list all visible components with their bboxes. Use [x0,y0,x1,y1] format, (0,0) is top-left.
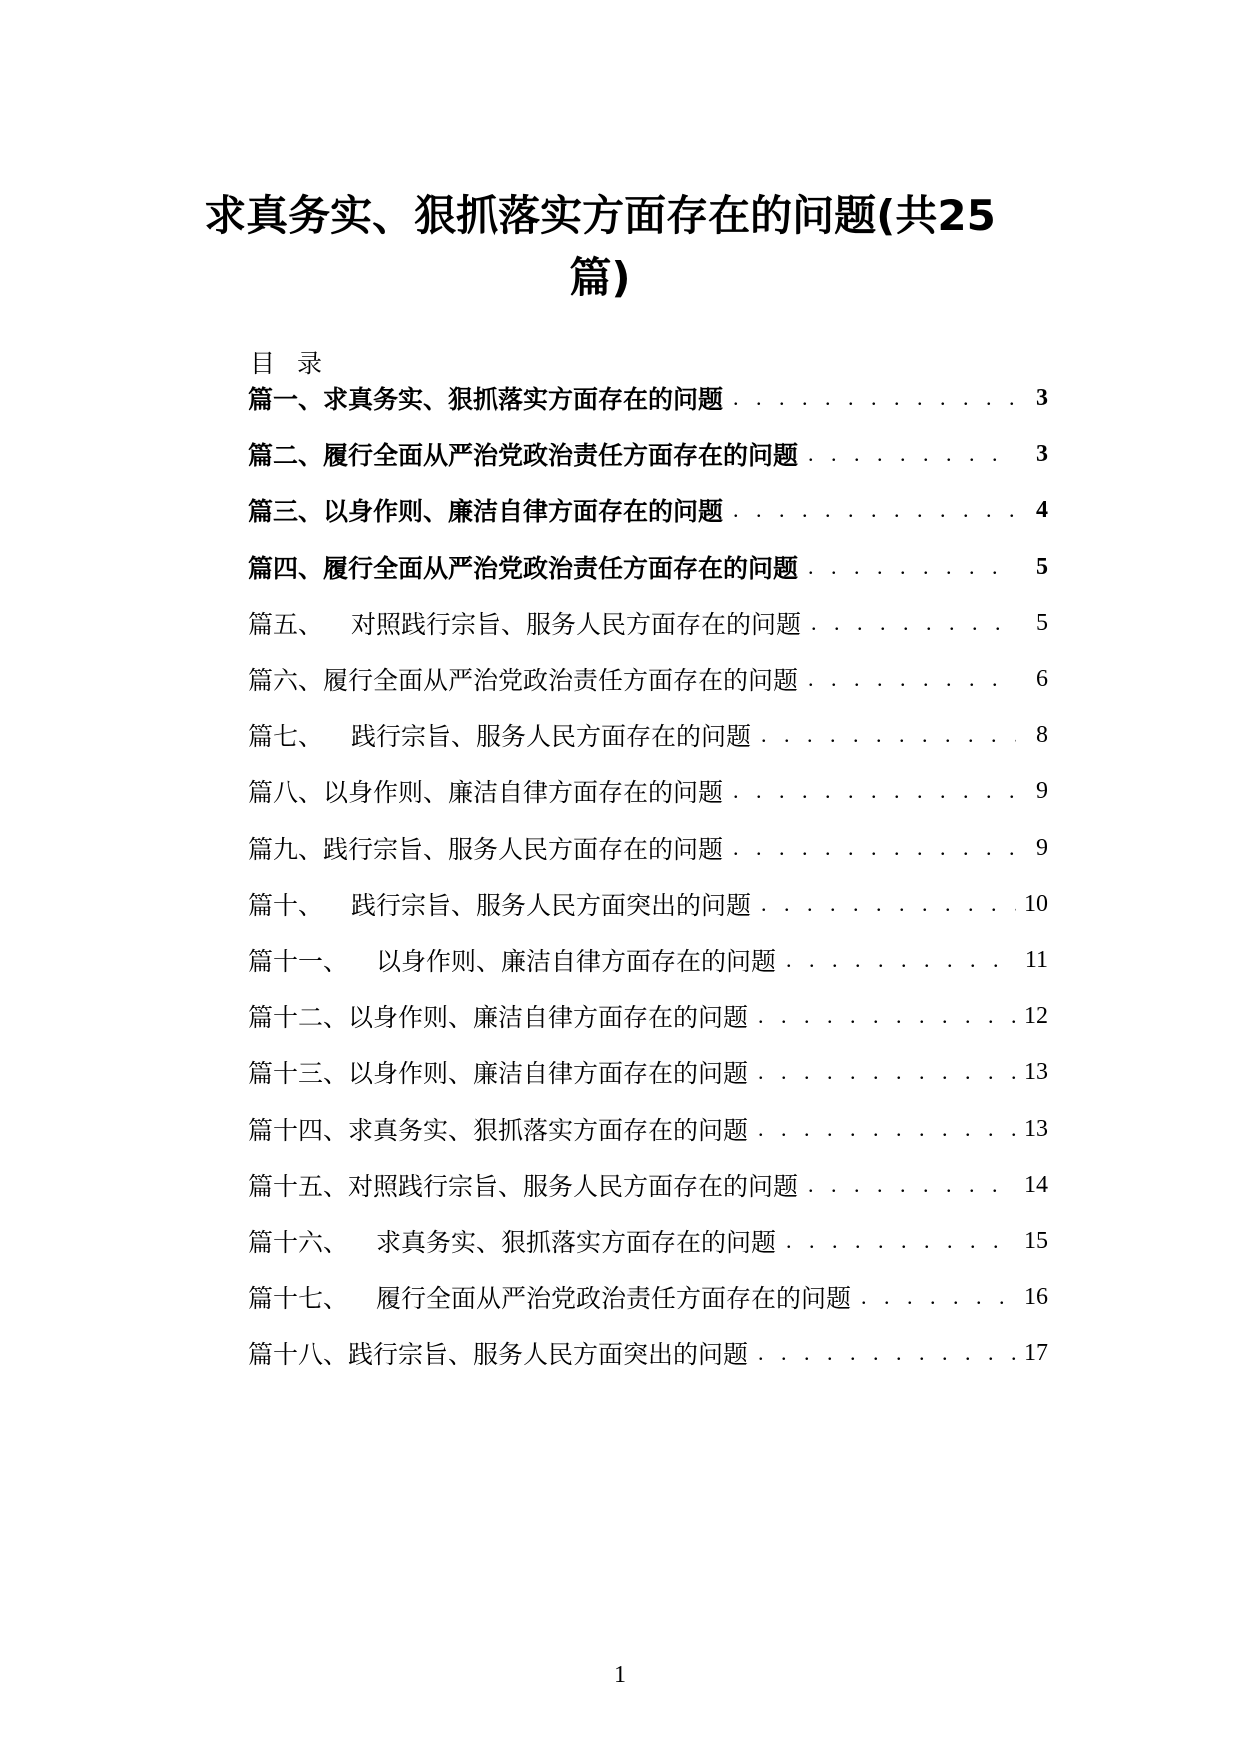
toc-entry-title: 以身作则、廉洁自律方面存在的问题 [323,497,724,526]
toc-entry-label [248,549,798,585]
toc-entry-label [248,717,751,753]
document-title-line-1: 求真务实、狠抓落实方面存在的问题(共25 [204,191,996,240]
toc-entry-label [248,1335,748,1371]
toc-entry-title: 践行宗旨、服务人民方面存在的问题 [323,835,724,864]
toc-entry-page: 14 [1024,1171,1048,1198]
toc-entry-page: 8 [1036,721,1048,748]
toc-entry-title: 履行全面从严治党政治责任方面存在的问题 [376,1284,852,1313]
toc-entry[interactable] [248,490,1048,530]
toc-entry-prefix: 篇十六、 [248,1228,349,1257]
toc-entry-page: 9 [1036,834,1048,861]
toc-dot-leader [851,1284,1016,1310]
toc-entry-page: 5 [1036,609,1048,636]
toc-entry-label [248,1054,748,1090]
toc-entry-title: 践行宗旨、服务人民方面突出的问题 [348,1340,749,1369]
toc-entry-prefix: 篇十二、 [248,1003,349,1032]
toc-entry-page: 11 [1024,946,1048,973]
toc-dot-leader [751,891,1016,917]
toc-entry[interactable] [248,771,1048,811]
toc-entry-label [248,942,776,978]
toc-entry-page: 12 [1024,1002,1048,1029]
toc-entry-prefix: 篇十、 [248,891,324,920]
toc-entry-title: 求真务实、狠抓落实方面存在的问题 [376,1228,777,1257]
toc-entry[interactable] [248,884,1048,924]
toc-entry-label [248,1223,776,1259]
toc-entry-title: 求真务实、狠抓落实方面存在的问题 [323,385,724,414]
toc-entry-prefix: 篇四、 [248,554,324,583]
toc-entry-page: 3 [1036,440,1048,467]
toc-entry[interactable] [248,1109,1048,1149]
toc-entry-label [248,773,723,809]
toc-entry-page: 16 [1024,1283,1048,1310]
toc-dot-leader [723,835,1016,861]
toc-dot-leader [751,722,1016,748]
toc-entry-prefix: 篇八、 [248,778,324,807]
toc-entry-page: 4 [1036,496,1048,523]
toc-entry[interactable] [248,1052,1048,1092]
toc-entry-label [248,1167,798,1203]
toc-entry-title: 履行全面从严治党政治责任方面存在的问题 [323,554,799,583]
toc-entry-title: 对照践行宗旨、服务人民方面存在的问题 [351,610,802,639]
document-title-line-2: 篇) [569,253,631,302]
toc-entry-title: 以身作则、廉洁自律方面存在的问题 [323,778,724,807]
toc-entry-page: 13 [1024,1058,1048,1085]
toc-entry-prefix: 篇七、 [248,722,324,751]
toc-entry-prefix: 篇九、 [248,835,324,864]
toc-entry-label [248,661,798,697]
toc-entry-page: 5 [1036,553,1048,580]
toc-entry-page: 15 [1024,1227,1048,1254]
toc-entry-prefix: 篇六、 [248,666,324,695]
toc-entry-prefix: 篇十八、 [248,1340,349,1369]
toc-entry-label [248,998,748,1034]
toc-entry-prefix: 篇十四、 [248,1116,349,1145]
toc-dot-leader [776,947,1016,973]
toc-entry-label [248,830,723,866]
toc-dot-leader [723,385,1016,411]
toc-dot-leader [748,1059,1016,1085]
toc-entry-label [248,1279,851,1315]
toc-dot-leader [748,1003,1016,1029]
toc-entry-prefix: 篇三、 [248,497,324,526]
toc-entry[interactable] [248,996,1048,1036]
toc-entry-prefix: 篇二、 [248,441,324,470]
toc-entry-title: 履行全面从严治党政治责任方面存在的问题 [323,666,799,695]
toc-entry-page: 10 [1024,890,1048,917]
toc-entry[interactable] [248,1165,1048,1205]
toc-dot-leader [798,554,1016,580]
toc-entry-title: 践行宗旨、服务人民方面突出的问题 [351,891,752,920]
toc-entry-page: 9 [1036,777,1048,804]
toc-entry-title: 履行全面从严治党政治责任方面存在的问题 [323,441,799,470]
toc-entry-label [248,380,723,416]
toc-entry-page: 6 [1036,665,1048,692]
toc-dot-leader [798,666,1016,692]
toc-entry-prefix: 篇十三、 [248,1059,349,1088]
toc-dot-leader [748,1340,1016,1366]
toc-entry[interactable] [248,1277,1048,1317]
toc-entry-label [248,886,751,922]
toc-dot-leader [723,778,1016,804]
toc-entry[interactable] [248,940,1048,980]
toc-entry-page: 13 [1024,1115,1048,1142]
toc-dot-leader [798,441,1016,467]
toc-entry-label [248,436,798,472]
toc-entry-label [248,605,801,641]
toc-entry-title: 践行宗旨、服务人民方面存在的问题 [351,722,752,751]
toc-entry[interactable] [248,378,1048,418]
toc-entry-title: 以身作则、廉洁自律方面存在的问题 [348,1003,749,1032]
toc-entry-prefix: 篇十七、 [248,1284,349,1313]
toc-heading: 目录 [250,349,345,378]
toc-entry-title: 以身作则、廉洁自律方面存在的问题 [376,947,777,976]
toc-dot-leader [748,1116,1016,1142]
toc-dot-leader [798,1172,1016,1198]
toc-entry-title: 求真务实、狠抓落实方面存在的问题 [348,1116,749,1145]
toc-entry[interactable] [248,715,1048,755]
toc-entry-prefix: 篇五、 [248,610,324,639]
toc-entry[interactable] [248,547,1048,587]
toc-entry[interactable] [248,603,1048,643]
toc-entry-prefix: 篇一、 [248,385,324,414]
toc-entry[interactable] [248,828,1048,868]
toc-entry[interactable] [248,434,1048,474]
toc-entry-label [248,1111,748,1147]
toc-entry[interactable] [248,1221,1048,1261]
toc-entry-page: 17 [1024,1339,1048,1366]
toc-entry-title: 对照践行宗旨、服务人民方面存在的问题 [348,1172,799,1201]
toc-entry-prefix: 篇十一、 [248,947,349,976]
toc-dot-leader [723,497,1016,523]
toc-entry-prefix: 篇十五、 [248,1172,349,1201]
toc-dot-leader [776,1228,1016,1254]
toc-entry-label [248,492,723,528]
toc-entry[interactable] [248,659,1048,699]
toc-entry-title: 以身作则、廉洁自律方面存在的问题 [348,1059,749,1088]
page-number: 1 [614,1662,626,1688]
toc-entry[interactable] [248,1333,1048,1373]
toc-dot-leader [801,610,1016,636]
document-title [150,185,1050,309]
toc-entry-page: 3 [1036,384,1048,411]
